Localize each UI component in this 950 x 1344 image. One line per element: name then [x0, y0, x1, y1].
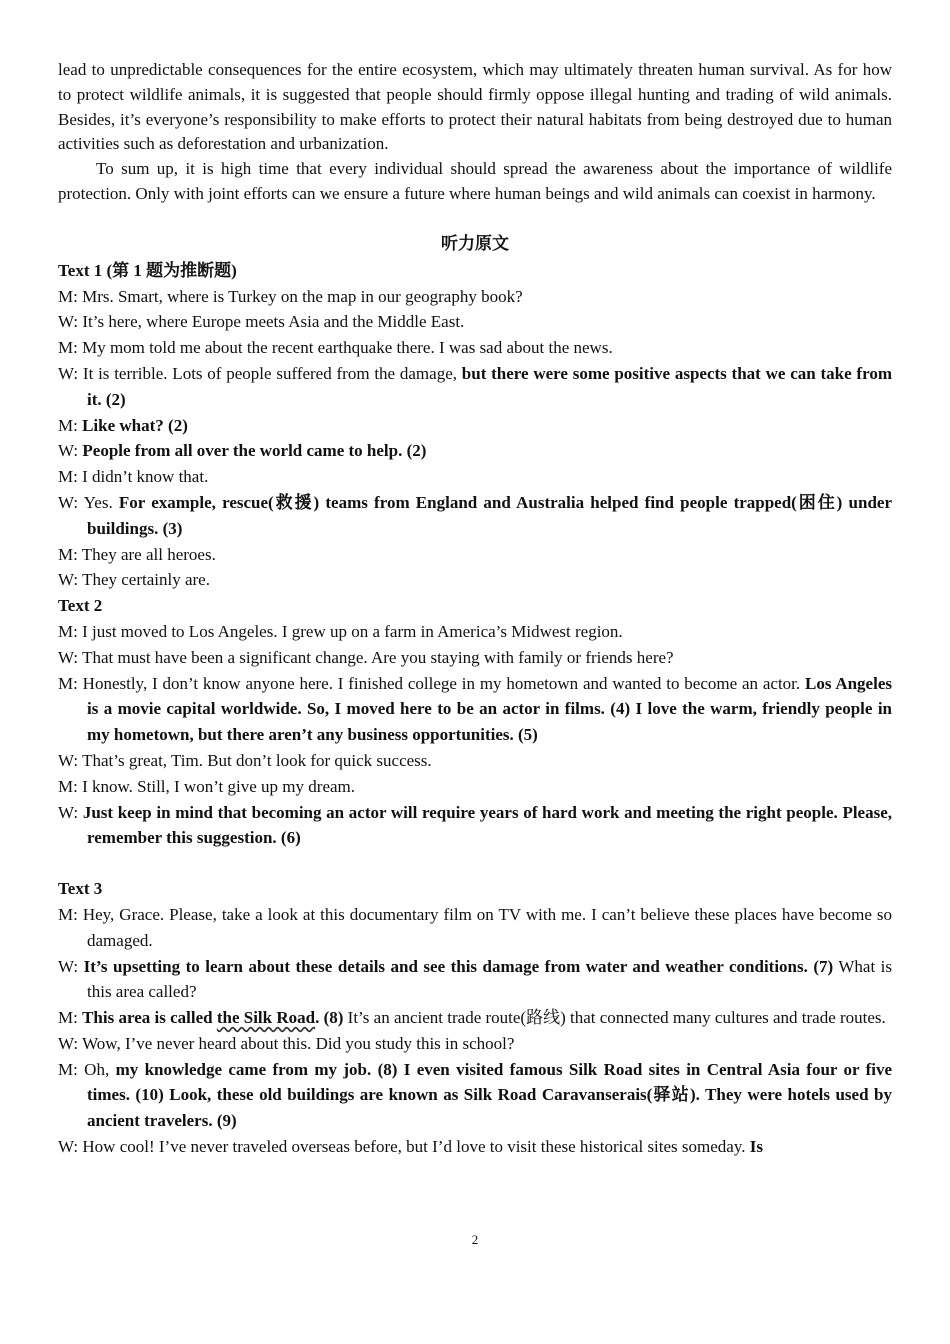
- dialogue-line: W: That’s great, Tim. But don’t look for quick success.: [58, 750, 432, 770]
- answer-highlight: Just keep in mind that becoming an actor will require years of hard work and meeting the right people. Please, remember this suggestion. (6): [82, 802, 893, 848]
- line-text: What is this area called?: [87, 956, 892, 1002]
- speaker: W:: [58, 802, 83, 822]
- line-text: W: How cool! I’ve never traveled overseas before, but I’d love to visit these historical sites someday.: [58, 1137, 750, 1157]
- dialogue-line: W: That must have been a significant change. Are you staying with family or friends here?: [58, 647, 674, 667]
- answer-highlight: This area is called: [82, 1008, 217, 1028]
- dialogue-line: [58, 438, 892, 464]
- essay-paragraph-1: lead to unpredictable consequences for the entire ecosystem, which may ultimately threaten human survival. As for how to protect wildlife animals, it is suggested that people should firmly oppose illegal hunting and trading of wild animals. Besides, it’s everyone’s responsibility to make efforts to protect their natural habitats from being destroyed due to human activities such as deforestation and urbanization.: [58, 60, 892, 154]
- text3-heading: Text 3: [58, 879, 103, 899]
- answer-highlight: . (8): [315, 1008, 344, 1028]
- dialogue-line: [58, 954, 892, 1006]
- spacer: [58, 851, 892, 876]
- speaker: W:: [58, 441, 83, 461]
- speaker: W:: [58, 956, 84, 976]
- document-page: [58, 58, 892, 1160]
- dialogue-line: W: They certainly are.: [58, 570, 210, 590]
- dialogue-line: [58, 413, 892, 439]
- speaker: M:: [58, 415, 83, 435]
- dialogue-line: M: Mrs. Smart, where is Turkey on the map in our geography book?: [58, 286, 523, 306]
- dialogue-line: M: I just moved to Los Angeles. I grew up on a farm in America’s Midwest region.: [58, 621, 623, 641]
- dialogue-line: [58, 800, 892, 852]
- dialogue-line: M: I know. Still, I won’t give up my dream.: [58, 776, 356, 796]
- answer-highlight: but there were some positive aspects that we can take from it. (2): [87, 363, 892, 409]
- answer-highlight: my knowledge came from my job. (8) I even visited famous Silk Road sites in Central Asia four or five times. (10) Look, these old buildings are known as Silk Road Caravanserais(驿站). They were hotels used by ancient travelers. (9): [87, 1059, 892, 1131]
- dialogue-line: M: Hey, Grace. Please, take a look at this documentary film on TV with me. I can’t believe these places have become so damaged.: [58, 904, 892, 950]
- speaker: M:: [58, 1008, 83, 1028]
- line-text: W: It is terrible. Lots of people suffered from the damage,: [58, 363, 462, 383]
- dialogue-line: [58, 490, 892, 542]
- essay-paragraph-2: To sum up, it is high time that every individual should spread the awareness about the importance of wildlife protection. Only with joint efforts can we ensure a future where human beings and wild animals can coexist in harmony.: [58, 159, 892, 203]
- underlined-keyword: the Silk Road: [216, 1008, 316, 1028]
- text2-heading: Text 2: [58, 596, 103, 616]
- dialogue-line: [58, 671, 892, 748]
- dialogue-line: [58, 1057, 892, 1134]
- text1-heading: Text 1 (第 1 题为推断题): [58, 260, 237, 280]
- dialogue-line: [58, 1005, 892, 1031]
- answer-highlight: Is: [749, 1137, 763, 1157]
- answer-highlight: Like what? (2): [82, 415, 188, 435]
- dialogue-line: W: It’s here, where Europe meets Asia and the Middle East.: [58, 312, 465, 332]
- page-number: 2: [471, 1232, 479, 1247]
- dialogue-line: [58, 361, 892, 413]
- answer-highlight: People from all over the world came to help. (2): [82, 441, 427, 461]
- dialogue-line: M: I didn’t know that.: [58, 467, 209, 487]
- section-title: 听力原文: [441, 233, 509, 253]
- answer-highlight: For example, rescue(救援) teams from England and Australia helped find people trapped(困住) under buildings. (3): [87, 492, 892, 538]
- dialogue-line: M: They are all heroes.: [58, 544, 216, 564]
- dialogue-line: [58, 1134, 892, 1160]
- answer-highlight: Los Angeles is a movie capital worldwide. So, I moved here to be an actor in films. (4) I love the warm, friendly people in my hometown, but there aren’t any business opportunities. (5): [87, 673, 892, 745]
- dialogue-line: M: My mom told me about the recent earthquake there. I was sad about the news.: [58, 338, 613, 358]
- dialogue-line: W: Wow, I’ve never heard about this. Did you study this in school?: [58, 1033, 515, 1053]
- line-text: It’s an ancient trade route(路线) that connected many cultures and trade routes.: [343, 1008, 886, 1028]
- line-text: M: Honestly, I don’t know anyone here. I finished college in my hometown and wanted to become an actor.: [58, 673, 805, 693]
- line-text: M: Oh,: [58, 1059, 116, 1079]
- answer-highlight: It’s upsetting to learn about these details and see this damage from water and weather conditions. (7): [83, 956, 834, 976]
- line-text: W: Yes.: [58, 492, 119, 512]
